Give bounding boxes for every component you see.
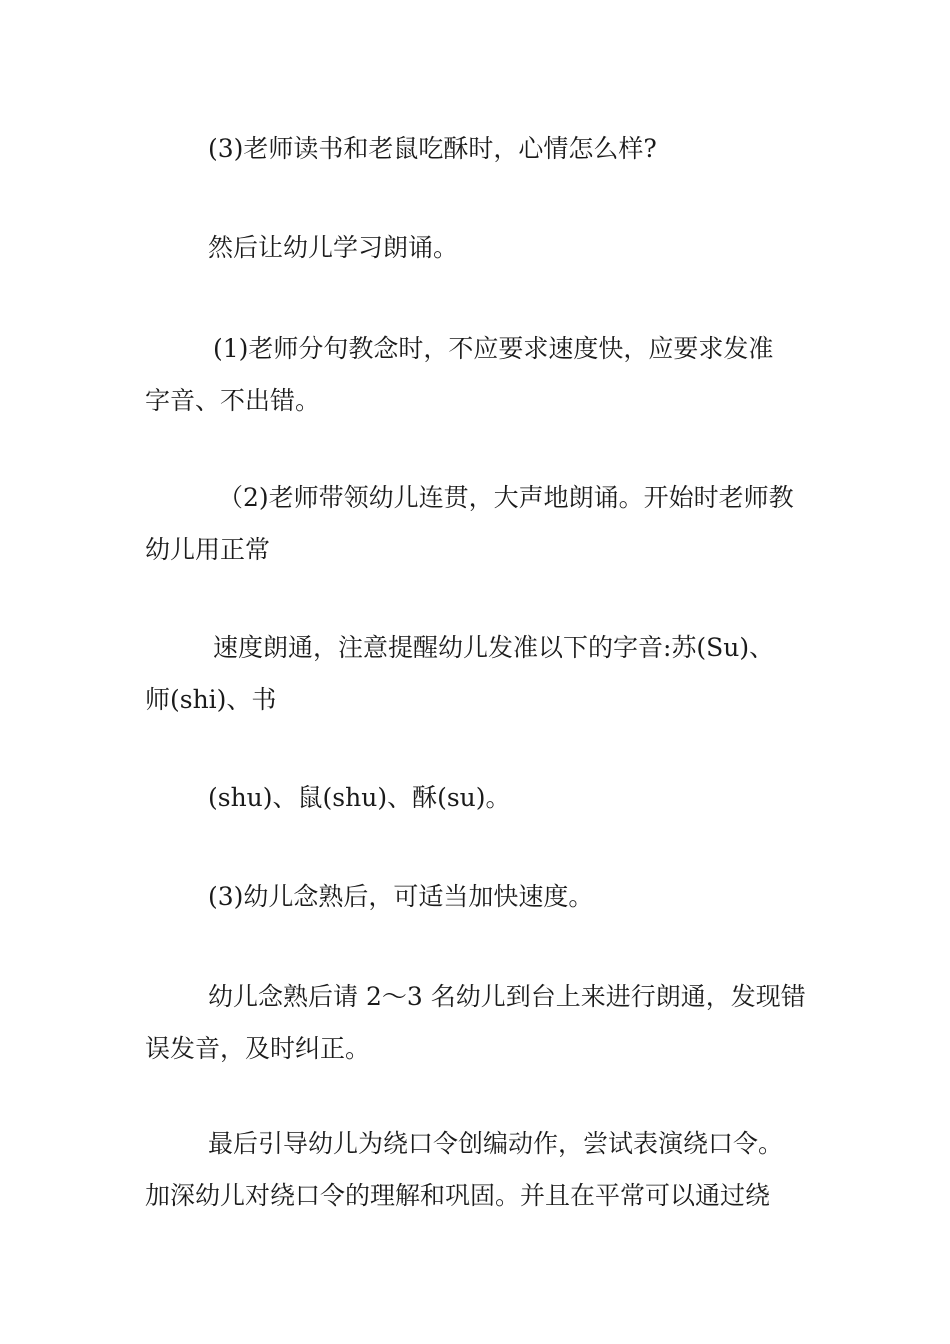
text-line: 误发音，及时纠正。 <box>145 1034 371 1063</box>
text-line: 速度朗通，注意提醒幼儿发准以下的字音:苏(Su)、 <box>213 633 775 662</box>
paragraph-step-2 <box>145 472 810 576</box>
paragraph-pronunciation-cont <box>145 772 810 824</box>
paragraph-recitation-intro <box>145 222 810 274</box>
text-line: （2)老师带领幼儿连贯，大声地朗诵。开始时老师教 <box>218 483 794 512</box>
text-line: 加深幼儿对绕口令的理解和巩固。并且在平常可以通过绕 <box>145 1181 771 1210</box>
paragraph-conclusion <box>145 1118 810 1222</box>
text-line: (3)幼儿念熟后，可适当加快速度。 <box>208 882 594 911</box>
text-line: 幼儿用正常 <box>145 535 271 564</box>
text-line: (shu)、鼠(shu)、酥(su)。 <box>208 783 511 812</box>
text-line: 最后引导幼儿为绕口令创编动作，尝试表演绕口令。 <box>208 1129 784 1158</box>
paragraph-step-1 <box>145 323 810 427</box>
text-line: 幼儿念熟后请 2～3 名幼儿到台上来进行朗通，发现错 <box>208 982 806 1011</box>
paragraph-step-3 <box>145 871 810 923</box>
text-line: 师(shi)、书 <box>145 685 277 714</box>
paragraph-correction <box>145 971 810 1075</box>
text-line: 然后让幼儿学习朗诵。 <box>208 233 459 262</box>
paragraph-question-3 <box>145 123 810 175</box>
text-line: (3)老师读书和老鼠吃酥时，心情怎么样? <box>208 134 657 163</box>
paragraph-pronunciation <box>145 622 810 726</box>
text-line: 字音、不出错。 <box>145 386 321 415</box>
text-line: (1)老师分句教念时，不应要求速度快，应要求发准 <box>213 334 774 363</box>
